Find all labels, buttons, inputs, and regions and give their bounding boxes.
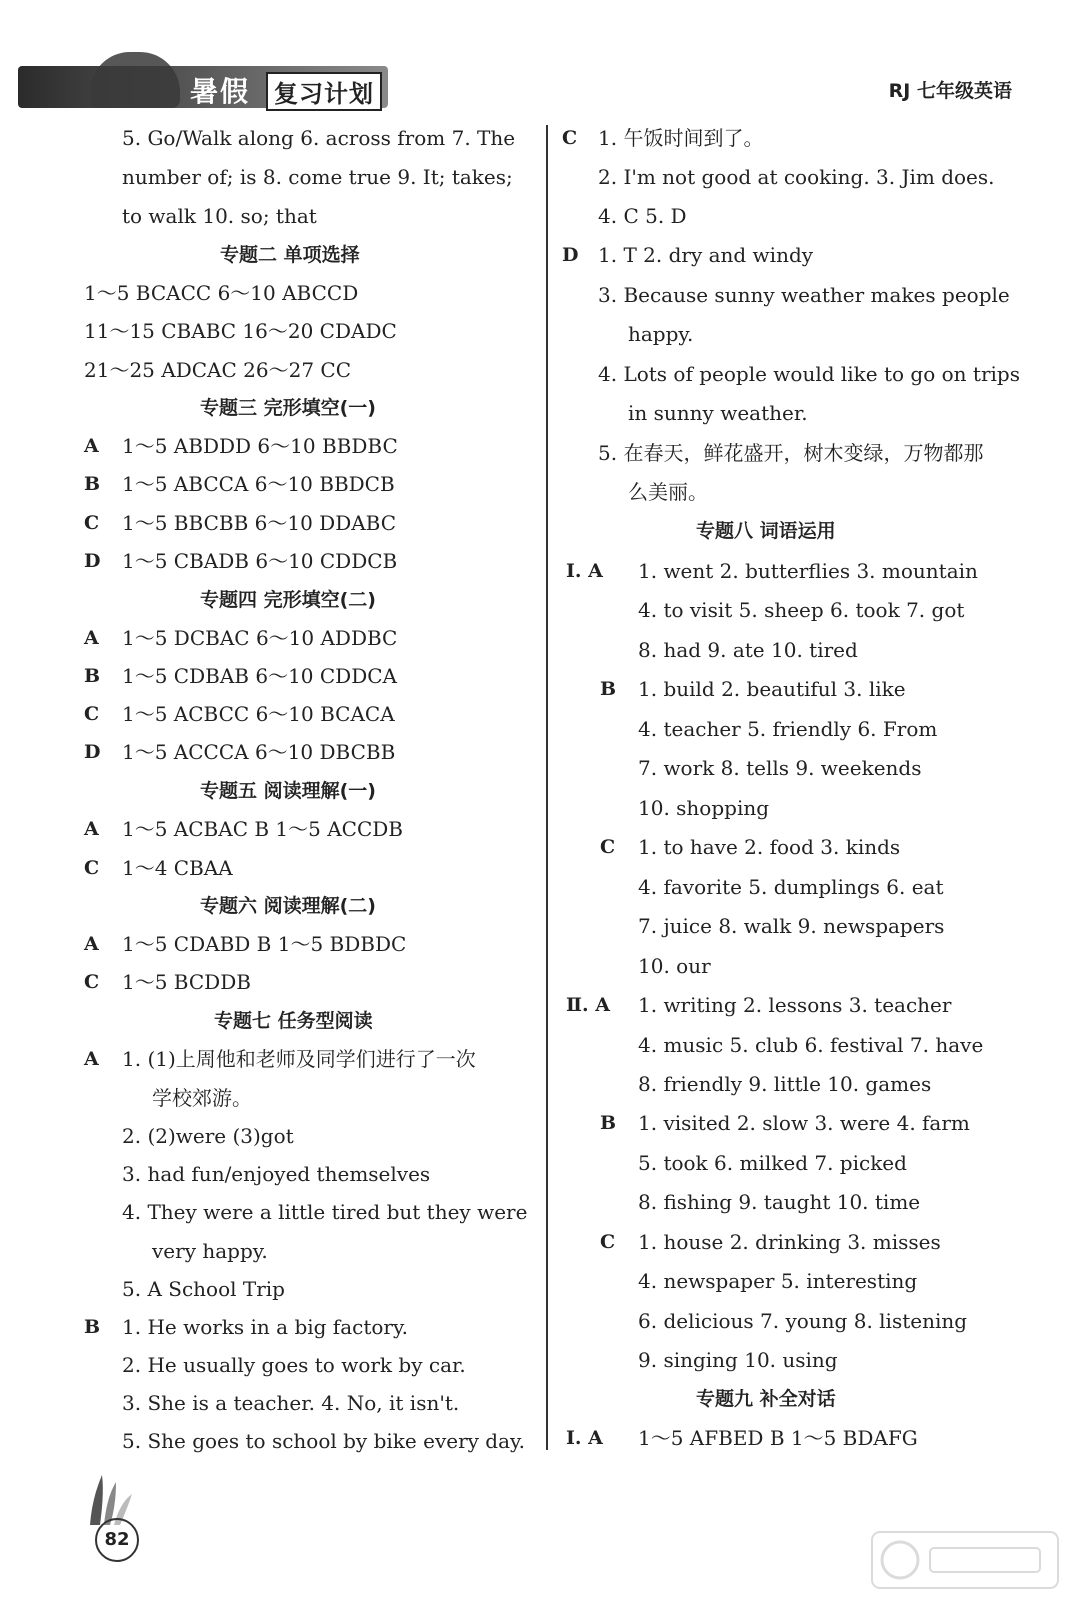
answer-line: 4. teacher 5. friendly 6. From bbox=[638, 717, 938, 741]
item-label: C bbox=[562, 127, 578, 149]
item-label: B bbox=[600, 678, 617, 700]
answer-line: 4. to visit 5. sheep 6. took 7. got bbox=[638, 598, 965, 622]
answer-line: 1. He works in a big factory. bbox=[122, 1315, 408, 1339]
answer-line: 1～5 ABCCA 6～10 BBDCB bbox=[122, 472, 395, 496]
answer-line: 么美丽。 bbox=[628, 480, 708, 504]
answer-line: to walk 10. so; that bbox=[122, 204, 317, 228]
answer-line: 2. (2)were (3)got bbox=[122, 1124, 294, 1148]
item-label: D bbox=[562, 244, 579, 266]
item-label: C bbox=[84, 857, 100, 879]
answer-line: 10. our bbox=[638, 954, 711, 978]
section-heading: 专题七 任务型阅读 bbox=[214, 1010, 373, 1032]
section-heading: 专题五 阅读理解(一) bbox=[200, 780, 376, 802]
book-title: 暑假 bbox=[190, 75, 251, 108]
answer-line: 4. Lots of people would like to go on trips bbox=[598, 362, 1020, 386]
answer-line: 1～4 CBAA bbox=[122, 856, 233, 880]
answer-line: 1～5 ACCCA 6～10 DBCBB bbox=[122, 740, 396, 764]
answer-line: 1. went 2. butterflies 3. mountain bbox=[638, 559, 978, 583]
answer-line: 1. to have 2. food 3. kinds bbox=[638, 835, 901, 859]
header-illustration bbox=[90, 52, 180, 108]
answer-line: 5. took 6. milked 7. picked bbox=[638, 1151, 907, 1175]
answer-line: 2. He usually goes to work by car. bbox=[122, 1353, 466, 1377]
answer-line: 1～5 CDABD B 1～5 BDBDC bbox=[122, 932, 407, 956]
item-label: A bbox=[84, 818, 99, 840]
answer-line: 1. build 2. beautiful 3. like bbox=[638, 677, 906, 701]
answer-line: 8. fishing 9. taught 10. time bbox=[638, 1190, 921, 1214]
answer-line: 11～15 CBABC 16～20 CDADC bbox=[84, 319, 397, 343]
answer-line: 21～25 ADCAC 26～27 CC bbox=[84, 358, 352, 382]
item-label: C bbox=[84, 703, 100, 725]
section-heading: 专题四 完形填空(二) bbox=[200, 589, 376, 611]
answer-line: 4. music 5. club 6. festival 7. have bbox=[638, 1033, 984, 1057]
answer-line: 4. They were a little tired but they were bbox=[122, 1200, 528, 1224]
answer-line: happy. bbox=[628, 322, 694, 346]
item-label: A bbox=[84, 1048, 99, 1070]
item-label: C bbox=[600, 1231, 616, 1253]
answer-line: 5. Go/Walk along 6. across from 7. The bbox=[122, 126, 516, 150]
item-label: Ⅰ. A bbox=[566, 560, 603, 582]
answer-line: 1～5 ABDDD 6～10 BBDBC bbox=[122, 434, 398, 458]
answer-line: 1. 午饭时间到了。 bbox=[598, 126, 764, 150]
book-subtitle: 复习计划 bbox=[266, 72, 382, 111]
item-label: B bbox=[84, 473, 101, 495]
section-heading: 专题二 单项选择 bbox=[220, 244, 360, 266]
section-heading: 专题九 补全对话 bbox=[696, 1388, 836, 1410]
item-label: D bbox=[84, 741, 101, 763]
grade-subject-label: RJ 七年级英语 bbox=[888, 80, 1012, 102]
answer-line: 7. juice 8. walk 9. newspapers bbox=[638, 914, 945, 938]
answer-line: 1～5 AFBED B 1～5 BDAFG bbox=[638, 1426, 918, 1450]
answer-line: 8. had 9. ate 10. tired bbox=[638, 638, 858, 662]
answer-line: 4. newspaper 5. interesting bbox=[638, 1269, 918, 1293]
answer-line: 1～5 CBADB 6～10 CDDCB bbox=[122, 549, 398, 573]
answer-line: in sunny weather. bbox=[628, 401, 808, 425]
item-label: C bbox=[600, 836, 616, 858]
answer-line: 9. singing 10. using bbox=[638, 1348, 838, 1372]
answer-line: 1～5 ACBAC B 1～5 ACCDB bbox=[122, 817, 403, 841]
item-label: A bbox=[84, 933, 99, 955]
answer-line: number of; is 8. come true 9. It; takes; bbox=[122, 165, 513, 189]
item-label: A bbox=[84, 627, 99, 649]
answer-line: 4. C 5. D bbox=[598, 204, 687, 228]
section-heading: 专题六 阅读理解(二) bbox=[200, 895, 376, 917]
item-label: C bbox=[84, 971, 100, 993]
item-label: B bbox=[84, 665, 101, 687]
answer-line: 7. work 8. tells 9. weekends bbox=[638, 756, 922, 780]
answer-line: 10. shopping bbox=[638, 796, 770, 820]
watermark-logo bbox=[870, 1530, 1060, 1590]
answer-line: 3. She is a teacher. 4. No, it isn't. bbox=[122, 1391, 460, 1415]
answer-line: 8. friendly 9. little 10. games bbox=[638, 1072, 932, 1096]
item-label: Ⅰ. A bbox=[566, 1427, 603, 1449]
answer-line: 1～5 BCACC 6～10 ABCCD bbox=[84, 281, 359, 305]
answer-line: 1～5 DCBAC 6～10 ADDBC bbox=[122, 626, 398, 650]
answer-line: 1. visited 2. slow 3. were 4. farm bbox=[638, 1111, 970, 1135]
answer-line: 1～5 ACBCC 6～10 BCACA bbox=[122, 702, 395, 726]
item-label: B bbox=[84, 1316, 101, 1338]
section-heading: 专题八 词语运用 bbox=[696, 520, 836, 542]
answer-line: 4. favorite 5. dumplings 6. eat bbox=[638, 875, 944, 899]
answer-line: 3. Because sunny weather makes people bbox=[598, 283, 1010, 307]
answer-line: very happy. bbox=[152, 1239, 268, 1263]
answer-line: 3. had fun/enjoyed themselves bbox=[122, 1162, 431, 1186]
answer-line: 5. 在春天，鲜花盛开，树木变绿，万物都那 bbox=[598, 441, 984, 465]
answer-line: 学校郊游。 bbox=[152, 1086, 252, 1110]
answer-line: 2. I'm not good at cooking. 3. Jim does. bbox=[598, 165, 995, 189]
answer-line: 1. (1)上周他和老师及同学们进行了一次 bbox=[122, 1047, 476, 1071]
answer-line: 1. writing 2. lessons 3. teacher bbox=[638, 993, 952, 1017]
answer-line: 1～5 BBCBB 6～10 DDABC bbox=[122, 511, 397, 535]
answer-line: 1. T 2. dry and windy bbox=[598, 243, 814, 267]
page-number: 82 bbox=[95, 1518, 139, 1562]
answer-line: 5. A School Trip bbox=[122, 1277, 285, 1301]
item-label: Ⅱ. A bbox=[566, 994, 610, 1016]
section-heading: 专题三 完形填空(一) bbox=[200, 397, 376, 419]
column-divider bbox=[546, 125, 548, 1450]
item-label: C bbox=[84, 512, 100, 534]
answer-line: 6. delicious 7. young 8. listening bbox=[638, 1309, 968, 1333]
answer-line: 5. She goes to school by bike every day. bbox=[122, 1429, 526, 1453]
item-label: A bbox=[84, 435, 99, 457]
item-label: B bbox=[600, 1112, 617, 1134]
answer-line: 1. house 2. drinking 3. misses bbox=[638, 1230, 941, 1254]
answer-line: 1～5 CDBAB 6～10 CDDCA bbox=[122, 664, 397, 688]
answer-line: 1～5 BCDDB bbox=[122, 970, 251, 994]
item-label: D bbox=[84, 550, 101, 572]
